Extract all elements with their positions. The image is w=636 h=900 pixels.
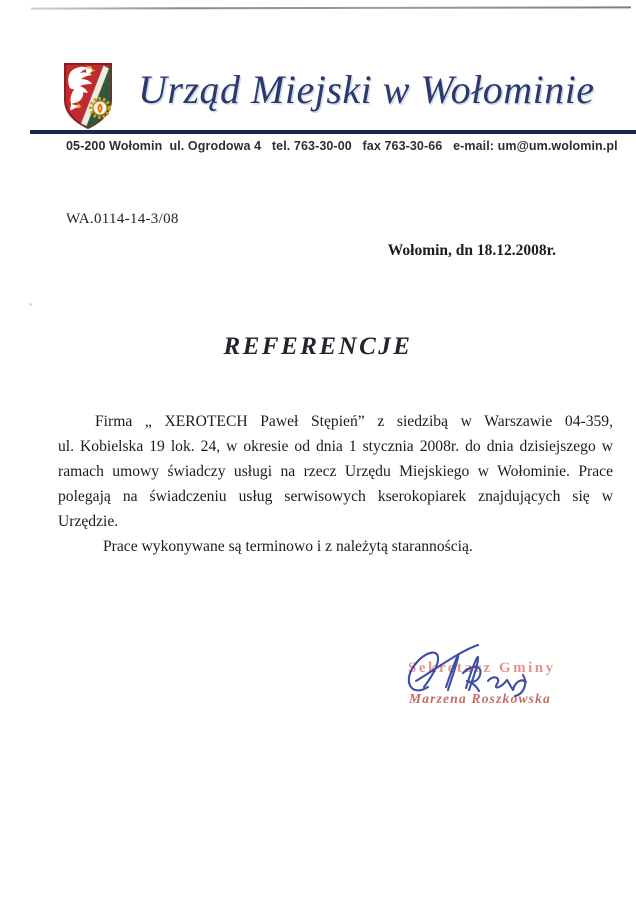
- coat-of-arms-icon: [62, 62, 114, 130]
- body-line: polegają na świadczeniu usług serwisowych kserokopiarek znajdujących się w: [58, 488, 613, 505]
- reference-number: WA.0114-14-3/08: [66, 211, 179, 227]
- document-title: REFERENCJE: [223, 333, 413, 360]
- body-line: Urzędzie.: [58, 513, 119, 530]
- place-and-date: Wołomin, dn 18.12.2008r.: [387, 242, 556, 259]
- body-closing-line: Prace wykonywane są terminowo i z należytą starannością.: [103, 538, 473, 555]
- address-line: 05-200 Wołomin ul. Ogrodowa 4 tel. 763-30-00 fax 763-30-66 e-mail: um@um.wolomin.pl: [66, 139, 618, 153]
- scan-speck: [29, 303, 32, 306]
- stamp-name-text: Marzena Roszkowska: [409, 691, 552, 706]
- org-name-heading: Urząd Miejski w Wołominie: [138, 67, 595, 112]
- stamp-title-text: Sekretarz Gminy: [408, 660, 556, 676]
- letter-body: [58, 409, 613, 559]
- header-divider-rule: [30, 130, 636, 134]
- handwritten-signature-ink: [402, 637, 536, 701]
- body-line: ul. Kobielska 19 lok. 24, w okresie od dnia 1 stycznia 2008r. do dnia dzisiejszego w: [58, 438, 613, 455]
- body-line: Firma „ XEROTECH Paweł Stępień” z siedzibą w Warszawie 04-359,: [95, 413, 613, 430]
- scan-artifact-line: [31, 6, 631, 9]
- body-line: ramach umowy świadczy usługi na rzecz Urzędu Miejskiego w Wołominie. Prace: [58, 463, 613, 480]
